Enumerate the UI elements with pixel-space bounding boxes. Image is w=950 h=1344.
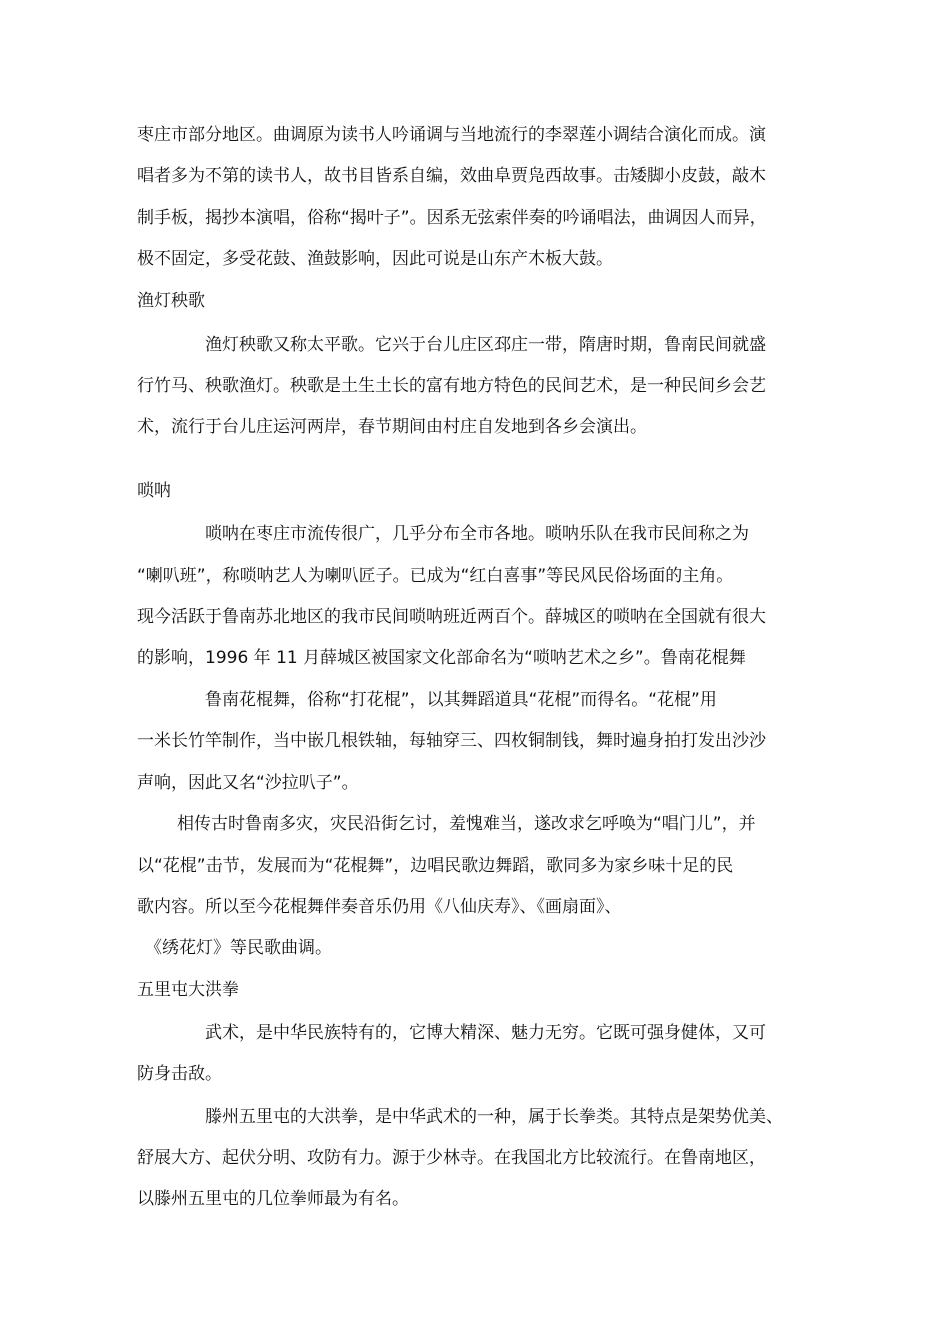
text-line: 唱者多为不第的读书人，故书目皆系自编，效曲阜贾凫西故事。击矮脚小皮鼓，敲木 bbox=[137, 166, 766, 186]
text-line: 术，流行于台儿庄运河两岸，春节期间由村庄自发地到各乡会演出。 bbox=[137, 417, 647, 437]
text-line: 声响，因此又名“沙拉叭子”。 bbox=[137, 773, 359, 793]
text-line: 行竹马、秧歌渔灯。秧歌是土生土长的富有地方特色的民间艺术，是一种民间乡会艺 bbox=[137, 376, 766, 396]
text-line: 极不固定，多受花鼓、渔鼓影响，因此可说是山东产木板大鼓。 bbox=[137, 249, 613, 269]
text-line: 制手板，揭抄本演唱，俗称“揭叶子”。因系无弦索伴奏的吟诵唱法，曲调因人而异， bbox=[137, 208, 767, 228]
section-heading-wulitun-dahongquan: 五里屯大洪拳 bbox=[137, 980, 239, 1000]
section-heading-yudeng-yangge: 渔灯秧歌 bbox=[137, 291, 205, 311]
text-line: 以滕州五里屯的几位拳师最为有名。 bbox=[137, 1189, 409, 1209]
text-line: 渔灯秧歌又称太平歌。它兴于台儿庄区邳庄一带，隋唐时期，鲁南民间就盛 bbox=[205, 335, 766, 355]
text-line: 以“花棍”击节，发展而为“花棍舞”，边唱民歌边舞蹈，歌同多为家乡味十足的民 bbox=[137, 856, 734, 876]
text-line: “喇叭班”，称唢呐艺人为喇叭匠子。已成为“红白喜事”等民风民俗场面的主角。 bbox=[137, 566, 734, 586]
text-line: 现今活跃于鲁南苏北地区的我市民间唢呐班近两百个。薛城区的唢呐在全国就有很大 bbox=[137, 607, 766, 627]
section-heading-suona: 唢呐 bbox=[137, 481, 171, 501]
text-line: 舒展大方、起伏分明、攻防有力。源于少林寺。在我国北方比较流行。在鲁南地区， bbox=[137, 1148, 766, 1168]
text-line: 防身击敌。 bbox=[137, 1064, 222, 1084]
text-line: 滕州五里屯的大洪拳，是中华武术的一种，属于长拳类。其特点是架势优美、 bbox=[205, 1107, 783, 1127]
text-line: 枣庄市部分地区。曲调原为读书人吟诵调与当地流行的李翠莲小调结合演化而成。演 bbox=[137, 125, 766, 145]
text-line: 的影响，1996 年 11 月薛城区被国家文化部命名为“唢呐艺术之乡”。鲁南花棍舞 bbox=[137, 648, 746, 668]
text-line: 唢呐在枣庄市流传很广，几乎分布全市各地。唢呐乐队在我市民间称之为 bbox=[205, 524, 749, 544]
text-line: 鲁南花棍舞，俗称“打花棍”，以其舞蹈道具“花棍”而得名。“花棍”用 bbox=[205, 690, 717, 710]
text-line: 歌内容。所以至今花棍舞伴奏音乐仍用《八仙庆寿》、《画扇面》、 bbox=[137, 897, 622, 917]
text-line: 一米长竹竿制作，当中嵌几根铁轴，每轴穿三、四枚铜制钱，舞时遍身拍打发出沙沙 bbox=[137, 731, 766, 751]
text-line: 《绣花灯》等民歌曲调。 bbox=[145, 938, 332, 958]
text-line: 相传古时鲁南多灾，灾民沿街乞讨，羞愧难当，遂改求乞呼唤为“唱门儿”，并 bbox=[177, 814, 756, 834]
text-line: 武术，是中华民族特有的，它博大精深、魅力无穷。它既可强身健体，又可 bbox=[205, 1023, 766, 1043]
